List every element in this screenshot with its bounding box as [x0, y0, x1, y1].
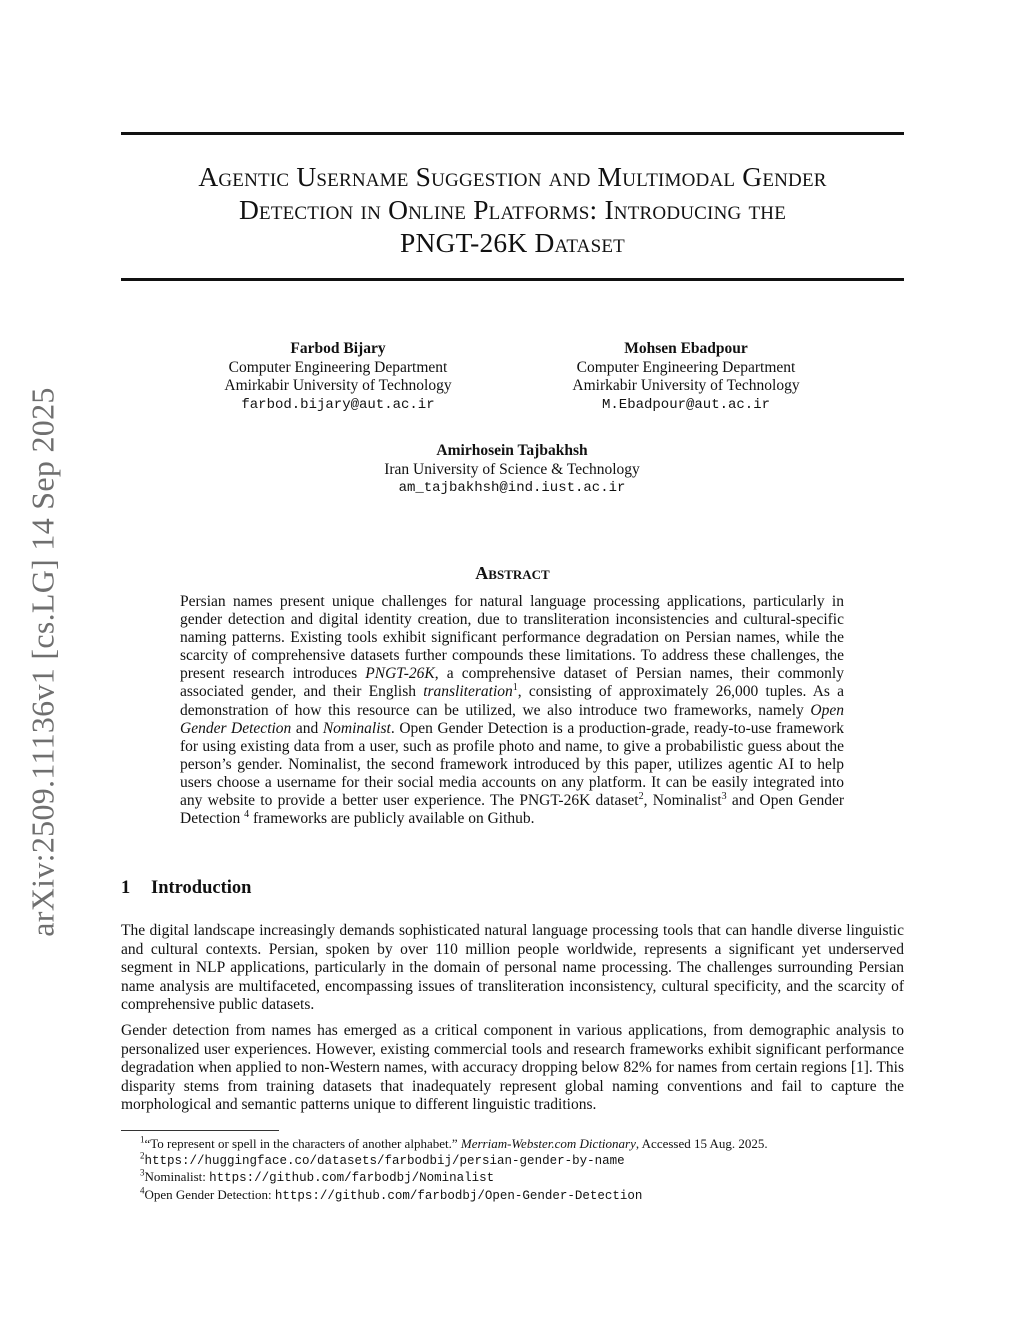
author-affiliation: Iran University of Science & Technology [384, 460, 640, 478]
abstract-text-part: Persian names present unique challenges for natural language processing applications, particularly in gender detection and digital identity creation, due to transliteration inconsistencies and cultural-specific naming patterns. Existing tools exhibit significant performance degradation on Persian names, while the scarcity of comprehensive datasets further compounds these limitations. To address these challenges, the present research introduces [180, 593, 844, 683]
footnote-number: 2 [140, 1150, 145, 1161]
footnote-mark[interactable]: 4 [244, 808, 250, 820]
intro-paragraph-1: The digital landscape increasingly demands sophisticated natural language processing tools that can handle diverse linguistic and cultural contexts. Persian, spoken by over 110 million people worldwide, represents a significant yet underserved segment in NLP applications, particularly in the domain of personal name processing. The challenges surrounding Persian name analysis are multifaceted, encompassing issues of transliteration inconsistency, cultural specificity, and the scarcity of comprehensive public datasets. [121, 922, 904, 1014]
footnote-number: 3 [140, 1168, 145, 1179]
footnote-3 [140, 1169, 920, 1186]
author-email[interactable]: M.Ebadpour@aut.ac.ir [601, 396, 771, 413]
title-line-3: PNGT-26K Dataset [400, 227, 625, 258]
author-email[interactable]: farbod.bijary@aut.ac.ir [241, 396, 435, 413]
title-line-1: Agentic Username Suggestion and Multimodal Gender [198, 161, 827, 192]
title-bottom-rule [121, 278, 904, 281]
abstract-emphasis: Open Gender Detection [180, 701, 844, 737]
footnote-rule [121, 1130, 279, 1131]
footnotes [140, 1136, 920, 1204]
abstract-text [180, 593, 844, 828]
abstract-heading: Abstract [475, 563, 550, 583]
section-heading [121, 878, 251, 899]
abstract-text-part: , Nominalist [643, 792, 722, 810]
section-title: Introduction [151, 878, 252, 898]
abstract-text-part: frameworks are publicly available on Github. [249, 810, 535, 828]
footnote-link[interactable]: https://github.com/farbodbj/Nominalist [209, 1171, 495, 1186]
author-block-3 [312, 442, 712, 498]
author-name: Farbod Bijary [290, 340, 386, 357]
footnote-link[interactable]: https://github.com/farbodbj/Open-Gender-Detection [274, 1188, 643, 1203]
footnote-mark[interactable]: 3 [721, 790, 727, 802]
footnote-number: 1 [140, 1134, 145, 1145]
author-name: Amirhosein Tajbakhsh [436, 442, 588, 459]
footnote-text: Open Gender Detection: [144, 1186, 275, 1202]
author-affiliation: Amirkabir University of Technology [224, 377, 452, 394]
footnote-text: , Accessed 15 Aug. 2025. [635, 1136, 768, 1151]
author-department: Computer Engineering Department [576, 358, 796, 376]
title-line-2: Detection in Online Platforms: Introducing the [238, 194, 787, 225]
abstract-text-part: , consisting of approximately 26,000 tuples. As a demonstration of how this resource can be utilized, we also introduce two frameworks, namely [180, 683, 844, 719]
author-affiliation: Amirkabir University of Technology [572, 377, 800, 394]
footnote-4 [140, 1187, 920, 1204]
footnote-text: Nominalist: [144, 1169, 210, 1185]
abstract-emphasis: Nominalist [322, 719, 391, 737]
author-block-1 [188, 340, 488, 414]
footnote-1 [140, 1136, 920, 1152]
footnote-text: “To represent or spell in the characters of another alphabet.” [144, 1136, 461, 1151]
abstract-emphasis: PNGT-26K [365, 665, 435, 683]
abstract-text-part: and Open Gender Detection [180, 792, 845, 828]
abstract-emphasis: transliteration [423, 683, 513, 701]
intro-paragraph-2: Gender detection from names has emerged as a critical component in various applications, from demographic analysis to personalized user experiences. However, existing commercial tools and research frameworks exhibit significant performance degradation when applied to non-Western names, with accuracy dropping below 82% for names from certain regions [1]. This disparity stems from training datasets that inadequately represent global naming conventions and fail to capture the morphological and semantic patterns unique to different linguistic traditions. [121, 1022, 904, 1114]
author-email[interactable]: am_tajbakhsh@ind.iust.ac.ir [398, 480, 626, 496]
abstract-text-part: . Open Gender Detection is a production-grade, ready-to-use framework for using existing data from a user, such as profile photo and name, to give a probabilistic guess about the person’s gender. Nominalist, the second framework introduced by this paper, utilizes agentic AI to help users choose a username for their social media accounts on any platform. It can be easily integrated into any website to provide a better user experience. The PNGT-26K dataset [180, 719, 844, 810]
author-block-2 [536, 340, 836, 414]
title-top-rule [121, 132, 904, 135]
arxiv-side-label: arXiv:2509.11136v1 [cs.LG] 14 Sep 2025 [24, 387, 61, 937]
abstract-text-part: and [291, 719, 323, 737]
section-number: 1 [121, 878, 131, 898]
author-department: Computer Engineering Department [228, 358, 448, 376]
abstract-text-part: , a comprehensive dataset of Persian names, their commonly associated gender, and their English [180, 665, 844, 701]
paper-title [121, 160, 904, 259]
footnote-number: 4 [140, 1185, 145, 1196]
footnote-link[interactable]: https://huggingface.co/datasets/farbodbij/persian-gender-by-name [144, 1154, 625, 1169]
footnote-mark[interactable]: 1 [512, 682, 518, 694]
footnote-source: Merriam-Webster.com Dictionary [460, 1136, 636, 1151]
author-name: Mohsen Ebadpour [624, 340, 748, 357]
footnote-mark[interactable]: 2 [638, 790, 644, 802]
footnote-2 [140, 1152, 920, 1169]
